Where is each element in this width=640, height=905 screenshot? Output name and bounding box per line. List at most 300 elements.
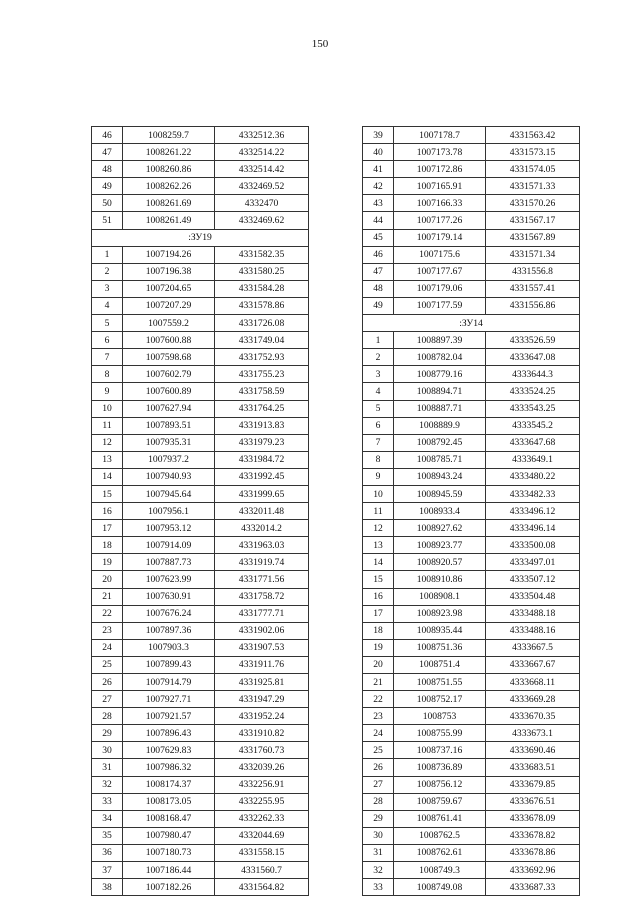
table-row: [92, 400, 309, 417]
point-number-cell: 15: [92, 485, 123, 502]
table-row: [363, 862, 580, 879]
table-row: [363, 810, 580, 827]
table-row: [92, 639, 309, 656]
point-number-cell: 6: [363, 417, 394, 434]
x-coordinate-cell: 1008168.47: [123, 810, 215, 827]
y-coordinate-cell: 4331764.25: [215, 400, 309, 417]
x-coordinate-cell: 1007899.43: [123, 656, 215, 673]
table-row: [363, 554, 580, 571]
section-header-row: [363, 315, 580, 332]
x-coordinate-cell: 1007927.71: [123, 691, 215, 708]
y-coordinate-cell: 4333482.33: [486, 485, 580, 502]
table-row: [363, 451, 580, 468]
point-number-cell: 31: [92, 759, 123, 776]
y-coordinate-cell: 4331584.28: [215, 280, 309, 297]
point-number-cell: 12: [363, 520, 394, 537]
table-row: [363, 127, 580, 144]
section-label: :ЗУ19: [92, 229, 309, 246]
x-coordinate-cell: 1008751.55: [394, 674, 486, 691]
y-coordinate-cell: 4331911.76: [215, 656, 309, 673]
y-coordinate-cell: 4331574.05: [486, 161, 580, 178]
x-coordinate-cell: 1007178.7: [394, 127, 486, 144]
table-row: [363, 144, 580, 161]
point-number-cell: 46: [363, 246, 394, 263]
x-coordinate-cell: 1007953.12: [123, 520, 215, 537]
x-coordinate-cell: 1008761.41: [394, 810, 486, 827]
point-number-cell: 19: [363, 639, 394, 656]
y-coordinate-cell: 4332014.2: [215, 520, 309, 537]
point-number-cell: 38: [92, 879, 123, 896]
y-coordinate-cell: 4331557.41: [486, 280, 580, 297]
x-coordinate-cell: 1007630.91: [123, 588, 215, 605]
point-number-cell: 18: [92, 537, 123, 554]
y-coordinate-cell: 4333687.33: [486, 879, 580, 896]
table-row: [363, 468, 580, 485]
x-coordinate-cell: 1007172.86: [394, 161, 486, 178]
point-number-cell: 32: [363, 862, 394, 879]
y-coordinate-cell: 4333488.18: [486, 605, 580, 622]
table-row: [363, 366, 580, 383]
point-number-cell: 7: [363, 434, 394, 451]
y-coordinate-cell: 4332514.42: [215, 161, 309, 178]
x-coordinate-cell: 1008908.1: [394, 588, 486, 605]
point-number-cell: 36: [92, 844, 123, 861]
point-number-cell: 12: [92, 434, 123, 451]
y-coordinate-cell: 4333649.1: [486, 451, 580, 468]
table-row: [92, 417, 309, 434]
y-coordinate-cell: 4333488.16: [486, 622, 580, 639]
x-coordinate-cell: 1007903.3: [123, 639, 215, 656]
point-number-cell: 13: [363, 537, 394, 554]
x-coordinate-cell: 1008173.05: [123, 793, 215, 810]
x-coordinate-cell: 1007180.73: [123, 844, 215, 861]
point-number-cell: 35: [92, 827, 123, 844]
y-coordinate-cell: 4331907.53: [215, 639, 309, 656]
x-coordinate-cell: 1007602.79: [123, 366, 215, 383]
point-number-cell: 14: [92, 468, 123, 485]
y-coordinate-cell: 4331580.25: [215, 263, 309, 280]
table-row: [92, 554, 309, 571]
y-coordinate-cell: 4331564.82: [215, 879, 309, 896]
x-coordinate-cell: 1007986.32: [123, 759, 215, 776]
table-row: [92, 468, 309, 485]
y-coordinate-cell: 4331913.83: [215, 417, 309, 434]
point-number-cell: 27: [363, 776, 394, 793]
y-coordinate-cell: 4333480.22: [486, 468, 580, 485]
y-coordinate-cell: 4331984.72: [215, 451, 309, 468]
x-coordinate-cell: 1007173.78: [394, 144, 486, 161]
point-number-cell: 3: [92, 280, 123, 297]
table-row: [363, 759, 580, 776]
point-number-cell: 5: [363, 400, 394, 417]
x-coordinate-cell: 1008943.24: [394, 468, 486, 485]
y-coordinate-cell: 4333507.12: [486, 571, 580, 588]
table-row: [363, 297, 580, 314]
table-row: [92, 827, 309, 844]
point-number-cell: 30: [92, 742, 123, 759]
table-row: [363, 349, 580, 366]
point-number-cell: 26: [92, 674, 123, 691]
coordinates-table-left: [91, 126, 309, 896]
y-coordinate-cell: 4333496.12: [486, 503, 580, 520]
x-coordinate-cell: 1007940.93: [123, 468, 215, 485]
table-row: [363, 571, 580, 588]
point-number-cell: 21: [363, 674, 394, 691]
table-row: [363, 588, 580, 605]
table-row: [92, 315, 309, 332]
y-coordinate-cell: 4331979.23: [215, 434, 309, 451]
table-row: [92, 708, 309, 725]
y-coordinate-cell: 4331567.89: [486, 229, 580, 246]
x-coordinate-cell: 1008260.86: [123, 161, 215, 178]
point-number-cell: 29: [92, 725, 123, 742]
point-number-cell: 47: [363, 263, 394, 280]
point-number-cell: 44: [363, 212, 394, 229]
x-coordinate-cell: 1008935.44: [394, 622, 486, 639]
x-coordinate-cell: 1008897.39: [394, 332, 486, 349]
y-coordinate-cell: 4333670.35: [486, 708, 580, 725]
table-row: [363, 622, 580, 639]
table-row: [92, 862, 309, 879]
y-coordinate-cell: 4332011.48: [215, 503, 309, 520]
x-coordinate-cell: 1007559.2: [123, 315, 215, 332]
table-row: [92, 383, 309, 400]
y-coordinate-cell: 4332469.52: [215, 178, 309, 195]
table-row: [363, 280, 580, 297]
point-number-cell: 6: [92, 332, 123, 349]
y-coordinate-cell: 4331925.81: [215, 674, 309, 691]
x-coordinate-cell: 1008762.61: [394, 844, 486, 861]
y-coordinate-cell: 4331758.59: [215, 383, 309, 400]
table-row: [363, 400, 580, 417]
x-coordinate-cell: 1008752.17: [394, 691, 486, 708]
x-coordinate-cell: 1007935.31: [123, 434, 215, 451]
point-number-cell: 13: [92, 451, 123, 468]
table-row: [92, 759, 309, 776]
point-number-cell: 2: [92, 263, 123, 280]
table-row: [92, 879, 309, 896]
point-number-cell: 46: [92, 127, 123, 144]
table-row: [363, 879, 580, 896]
x-coordinate-cell: 1007177.59: [394, 297, 486, 314]
y-coordinate-cell: 4333496.14: [486, 520, 580, 537]
y-coordinate-cell: 4331567.17: [486, 212, 580, 229]
y-coordinate-cell: 4333524.25: [486, 383, 580, 400]
point-number-cell: 42: [363, 178, 394, 195]
table-row: [363, 742, 580, 759]
y-coordinate-cell: 4331755.23: [215, 366, 309, 383]
x-coordinate-cell: 1008174.37: [123, 776, 215, 793]
page-number: 150: [311, 38, 329, 50]
x-coordinate-cell: 1007623.99: [123, 571, 215, 588]
x-coordinate-cell: 1008262.26: [123, 178, 215, 195]
x-coordinate-cell: 1008749.3: [394, 862, 486, 879]
table-row: [92, 451, 309, 468]
y-coordinate-cell: 4332512.36: [215, 127, 309, 144]
point-number-cell: 48: [92, 161, 123, 178]
y-coordinate-cell: 4333647.68: [486, 434, 580, 451]
x-coordinate-cell: 1008779.16: [394, 366, 486, 383]
y-coordinate-cell: 4333497.01: [486, 554, 580, 571]
y-coordinate-cell: 4333647.08: [486, 349, 580, 366]
point-number-cell: 3: [363, 366, 394, 383]
x-coordinate-cell: 1007627.94: [123, 400, 215, 417]
x-coordinate-cell: 1007165.91: [394, 178, 486, 195]
x-coordinate-cell: 1007166.33: [394, 195, 486, 212]
x-coordinate-cell: 1008737.16: [394, 742, 486, 759]
y-coordinate-cell: 4333526.59: [486, 332, 580, 349]
x-coordinate-cell: 1008910.86: [394, 571, 486, 588]
x-coordinate-cell: 1007914.79: [123, 674, 215, 691]
point-number-cell: 47: [92, 144, 123, 161]
table-row: [92, 656, 309, 673]
x-coordinate-cell: 1007598.68: [123, 349, 215, 366]
point-number-cell: 30: [363, 827, 394, 844]
x-coordinate-cell: 1007980.47: [123, 827, 215, 844]
y-coordinate-cell: 4333678.86: [486, 844, 580, 861]
table-row: [363, 434, 580, 451]
point-number-cell: 23: [92, 622, 123, 639]
point-number-cell: 39: [363, 127, 394, 144]
y-coordinate-cell: 4333543.25: [486, 400, 580, 417]
table-row: [363, 212, 580, 229]
table-row: [92, 332, 309, 349]
point-number-cell: 26: [363, 759, 394, 776]
y-coordinate-cell: 4331563.42: [486, 127, 580, 144]
y-coordinate-cell: 4333504.48: [486, 588, 580, 605]
table-row: [363, 537, 580, 554]
table-row: [363, 520, 580, 537]
table-body: [363, 127, 580, 896]
table-row: [363, 332, 580, 349]
y-coordinate-cell: 4332470: [215, 195, 309, 212]
x-coordinate-cell: 1008261.22: [123, 144, 215, 161]
y-coordinate-cell: 4333673.1: [486, 725, 580, 742]
x-coordinate-cell: 1007945.64: [123, 485, 215, 502]
x-coordinate-cell: 1007600.88: [123, 332, 215, 349]
x-coordinate-cell: 1008762.5: [394, 827, 486, 844]
table-row: [363, 827, 580, 844]
x-coordinate-cell: 1007177.67: [394, 263, 486, 280]
x-coordinate-cell: 1007887.73: [123, 554, 215, 571]
x-coordinate-cell: 1007175.6: [394, 246, 486, 263]
y-coordinate-cell: 4332469.62: [215, 212, 309, 229]
y-coordinate-cell: 4331947.29: [215, 691, 309, 708]
x-coordinate-cell: 1007896.43: [123, 725, 215, 742]
point-number-cell: 17: [363, 605, 394, 622]
x-coordinate-cell: 1007897.36: [123, 622, 215, 639]
point-number-cell: 48: [363, 280, 394, 297]
table-row: [363, 263, 580, 280]
point-number-cell: 40: [363, 144, 394, 161]
table-row: [92, 366, 309, 383]
table-row: [363, 776, 580, 793]
point-number-cell: 11: [363, 503, 394, 520]
table-row: [363, 793, 580, 810]
table-row: [363, 503, 580, 520]
x-coordinate-cell: 1008920.57: [394, 554, 486, 571]
y-coordinate-cell: 4331777.71: [215, 605, 309, 622]
x-coordinate-cell: 1008755.99: [394, 725, 486, 742]
table-row: [363, 229, 580, 246]
point-number-cell: 16: [363, 588, 394, 605]
y-coordinate-cell: 4331571.33: [486, 178, 580, 195]
point-number-cell: 33: [363, 879, 394, 896]
y-coordinate-cell: 4332262.33: [215, 810, 309, 827]
y-coordinate-cell: 4332039.26: [215, 759, 309, 776]
table-row: [92, 725, 309, 742]
table-row: [92, 622, 309, 639]
y-coordinate-cell: 4333644.3: [486, 366, 580, 383]
x-coordinate-cell: 1008736.89: [394, 759, 486, 776]
y-coordinate-cell: 4333683.51: [486, 759, 580, 776]
y-coordinate-cell: 4331558.15: [215, 844, 309, 861]
table-row: [363, 485, 580, 502]
table-row: [92, 144, 309, 161]
table-row: [92, 810, 309, 827]
x-coordinate-cell: 1008785.71: [394, 451, 486, 468]
x-coordinate-cell: 1007937.2: [123, 451, 215, 468]
table-row: [92, 571, 309, 588]
table-row: [92, 503, 309, 520]
point-number-cell: 34: [92, 810, 123, 827]
table-row: [92, 520, 309, 537]
point-number-cell: 8: [363, 451, 394, 468]
y-coordinate-cell: 4331902.06: [215, 622, 309, 639]
x-coordinate-cell: 1007204.65: [123, 280, 215, 297]
y-coordinate-cell: 4331726.08: [215, 315, 309, 332]
table-row: [92, 588, 309, 605]
point-number-cell: 15: [363, 571, 394, 588]
y-coordinate-cell: 4331582.35: [215, 246, 309, 263]
y-coordinate-cell: 4331752.93: [215, 349, 309, 366]
point-number-cell: 25: [363, 742, 394, 759]
x-coordinate-cell: 1008923.98: [394, 605, 486, 622]
y-coordinate-cell: 4333669.28: [486, 691, 580, 708]
y-coordinate-cell: 4333500.08: [486, 537, 580, 554]
table-row: [92, 178, 309, 195]
point-number-cell: 28: [92, 708, 123, 725]
y-coordinate-cell: 4332255.95: [215, 793, 309, 810]
x-coordinate-cell: 1007207.29: [123, 297, 215, 314]
y-coordinate-cell: 4333690.46: [486, 742, 580, 759]
point-number-cell: 1: [363, 332, 394, 349]
y-coordinate-cell: 4331952.24: [215, 708, 309, 725]
y-coordinate-cell: 4333676.51: [486, 793, 580, 810]
x-coordinate-cell: 1008782.04: [394, 349, 486, 366]
point-number-cell: 50: [92, 195, 123, 212]
point-number-cell: 21: [92, 588, 123, 605]
x-coordinate-cell: 1008751.4: [394, 656, 486, 673]
point-number-cell: 49: [92, 178, 123, 195]
point-number-cell: 20: [92, 571, 123, 588]
section-header-row: [92, 229, 309, 246]
point-number-cell: 32: [92, 776, 123, 793]
table-row: [92, 537, 309, 554]
table-row: [363, 246, 580, 263]
point-number-cell: 4: [363, 383, 394, 400]
table-row: [92, 434, 309, 451]
y-coordinate-cell: 4333678.09: [486, 810, 580, 827]
y-coordinate-cell: 4333692.96: [486, 862, 580, 879]
x-coordinate-cell: 1007893.51: [123, 417, 215, 434]
table-row: [363, 844, 580, 861]
point-number-cell: 7: [92, 349, 123, 366]
table-row: [92, 742, 309, 759]
point-number-cell: 24: [92, 639, 123, 656]
point-number-cell: 22: [92, 605, 123, 622]
point-number-cell: 31: [363, 844, 394, 861]
x-coordinate-cell: 1007629.83: [123, 742, 215, 759]
x-coordinate-cell: 1008927.62: [394, 520, 486, 537]
point-number-cell: 33: [92, 793, 123, 810]
x-coordinate-cell: 1008894.71: [394, 383, 486, 400]
x-coordinate-cell: 1007186.44: [123, 862, 215, 879]
x-coordinate-cell: 1008792.45: [394, 434, 486, 451]
table-body: [92, 127, 309, 896]
x-coordinate-cell: 1007179.06: [394, 280, 486, 297]
point-number-cell: 19: [92, 554, 123, 571]
table-row: [92, 485, 309, 502]
table-row: [92, 161, 309, 178]
x-coordinate-cell: 1007196.38: [123, 263, 215, 280]
y-coordinate-cell: 4331771.56: [215, 571, 309, 588]
table-row: [92, 246, 309, 263]
point-number-cell: 14: [363, 554, 394, 571]
table-row: [92, 776, 309, 793]
table-row: [92, 793, 309, 810]
point-number-cell: 29: [363, 810, 394, 827]
section-label: :ЗУ14: [363, 315, 580, 332]
point-number-cell: 16: [92, 503, 123, 520]
y-coordinate-cell: 4331560.7: [215, 862, 309, 879]
x-coordinate-cell: 1008751.36: [394, 639, 486, 656]
x-coordinate-cell: 1007600.89: [123, 383, 215, 400]
x-coordinate-cell: 1007179.14: [394, 229, 486, 246]
y-coordinate-cell: 4333678.82: [486, 827, 580, 844]
table-row: [92, 605, 309, 622]
point-number-cell: 9: [92, 383, 123, 400]
y-coordinate-cell: 4333668.11: [486, 674, 580, 691]
x-coordinate-cell: 1007182.26: [123, 879, 215, 896]
table-row: [92, 844, 309, 861]
table-row: [363, 656, 580, 673]
point-number-cell: 22: [363, 691, 394, 708]
point-number-cell: 49: [363, 297, 394, 314]
x-coordinate-cell: 1008945.59: [394, 485, 486, 502]
table-row: [363, 674, 580, 691]
y-coordinate-cell: 4333667.5: [486, 639, 580, 656]
point-number-cell: 1: [92, 246, 123, 263]
x-coordinate-cell: 1008259.7: [123, 127, 215, 144]
table-row: [363, 383, 580, 400]
x-coordinate-cell: 1008933.4: [394, 503, 486, 520]
x-coordinate-cell: 1007194.26: [123, 246, 215, 263]
point-number-cell: 37: [92, 862, 123, 879]
point-number-cell: 25: [92, 656, 123, 673]
table-row: [363, 691, 580, 708]
table-row: [92, 212, 309, 229]
y-coordinate-cell: 4331570.26: [486, 195, 580, 212]
y-coordinate-cell: 4331992.45: [215, 468, 309, 485]
y-coordinate-cell: 4332514.22: [215, 144, 309, 161]
table-row: [92, 674, 309, 691]
table-row: [363, 639, 580, 656]
point-number-cell: 10: [363, 485, 394, 502]
x-coordinate-cell: 1008889.9: [394, 417, 486, 434]
point-number-cell: 10: [92, 400, 123, 417]
x-coordinate-cell: 1008753: [394, 708, 486, 725]
